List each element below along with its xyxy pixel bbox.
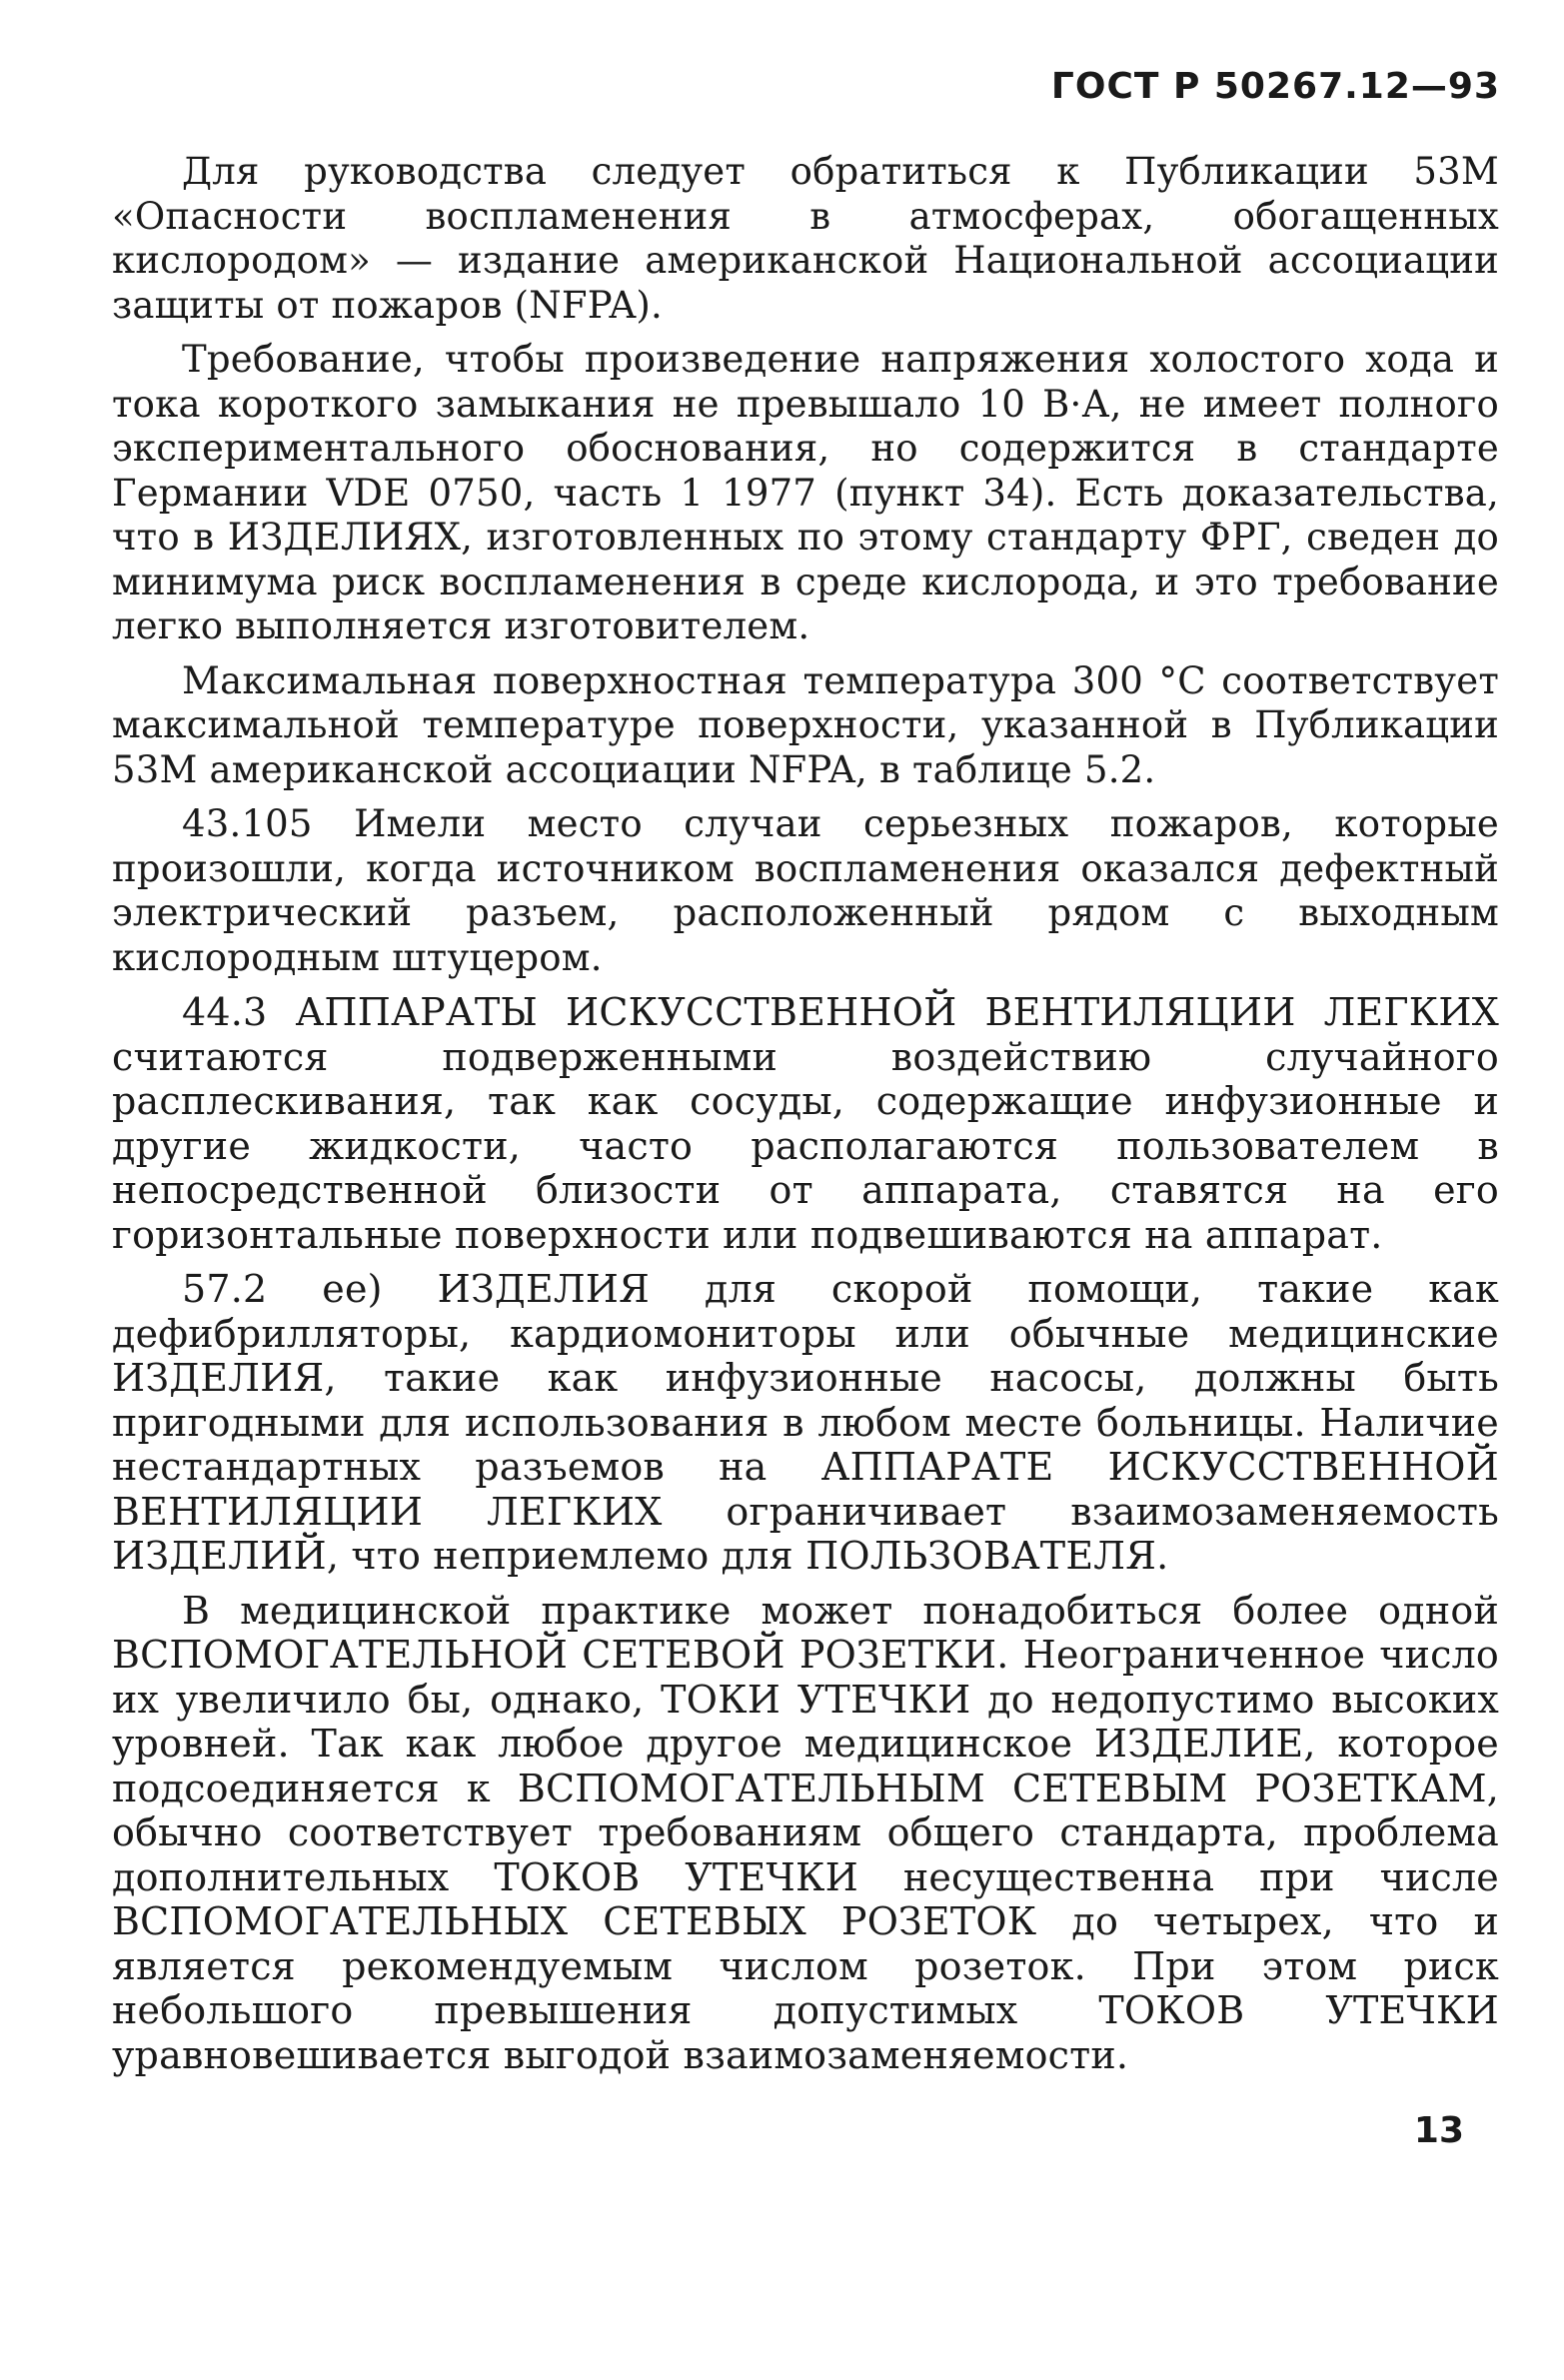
paragraph-auxiliary-outlets: В медицинской практике может понадобиться более одной ВСПОМОГАТЕЛЬНОЙ СЕТЕВОЙ РОЗЕТКИ. Неограниченное число их увеличило бы, однако, ТОКИ УТЕЧКИ до недопустимо высоких уровней. Так как любое другое медицинское ИЗДЕЛИЕ, которое подсоединяется к ВСПОМОГАТЕЛЬНЫМ СЕТЕВЫМ РОЗЕТКАМ, обычно соответствует требованиям общего стандарта, проблема дополнительных ТОКОВ УТЕЧКИ несущественна при числе ВСПОМОГАТЕЛЬНЫХ СЕТЕВЫХ РОЗЕТОК до четырех, что и является рекомендуемым числом розеток. При этом риск небольшого превышения допустимых ТОКОВ УТЕЧКИ уравновешивается выгодой взаимозаменяемости. (112, 1588, 1499, 2077)
page-number: 13 (1413, 2110, 1464, 2151)
paragraph-57-2-ee: 57.2 ее) ИЗДЕЛИЯ для скорой помощи, такие как дефибрилляторы, кардиомониторы или обычные медицинские ИЗДЕЛИЯ, такие как инфузионные насосы, должны быть пригодными для использования в любом месте больницы. Наличие нестандартных разъемов на АППАРАТЕ ИСКУССТВЕННОЙ ВЕНТИЛЯЦИИ ЛЕГКИХ ограничивает взаимозаменяемость ИЗДЕЛИЙ, что неприемлемо для ПОЛЬЗОВАТЕЛЯ. (112, 1267, 1499, 1578)
paragraph-surface-temperature: Максимальная поверхностная температура 300 °С соответствует максимальной температуре поверхности, указанной в Публикации 53М американской ассоциации NFPA, в таблице 5.2. (112, 658, 1499, 791)
paragraph-voltage-current-requirement: Требование, чтобы произведение напряжения холостого хода и тока короткого замыкания не превышало 10 В·А, не имеет полного экспериментального обоснования, но содержится в стандарте Германии VDE 0750, часть 1 1977 (пункт 34). Есть доказательства, что в ИЗДЕЛИЯХ, изготовленных по этому стандарту ФРГ, сведен до минимума риск воспламенения в среде кислорода, и это требование легко выполняется изготовителем. (112, 338, 1499, 647)
document-header: ГОСТ Р 50267.12—93 (1050, 66, 1500, 107)
body-text (112, 150, 1499, 2087)
paragraph-43-105: 43.105 Имели место случаи серьезных пожаров, которые произошли, когда источником воспламенения оказался дефектный электрический разъем, расположенный рядом с выходным кислородным штуцером. (112, 802, 1499, 979)
paragraph-nfpa-reference: Для руководства следует обратиться к Публикации 53М «Опасности воспламенения в атмосферах, обогащенных кислородом» — издание американской Национальной ассоциации защиты от пожаров (NFPA). (112, 150, 1499, 327)
paragraph-44-3: 44.3 АППАРАТЫ ИСКУССТВЕННОЙ ВЕНТИЛЯЦИИ ЛЕГКИХ считаются подверженными воздействию случайного расплескивания, так как сосуды, содержащие инфузионные и другие жидкости, часто располагаются пользователем в непосредственной близости от аппарата, ставятся на его горизонтальные поверхности или подвешиваются на аппарат. (112, 990, 1499, 1257)
